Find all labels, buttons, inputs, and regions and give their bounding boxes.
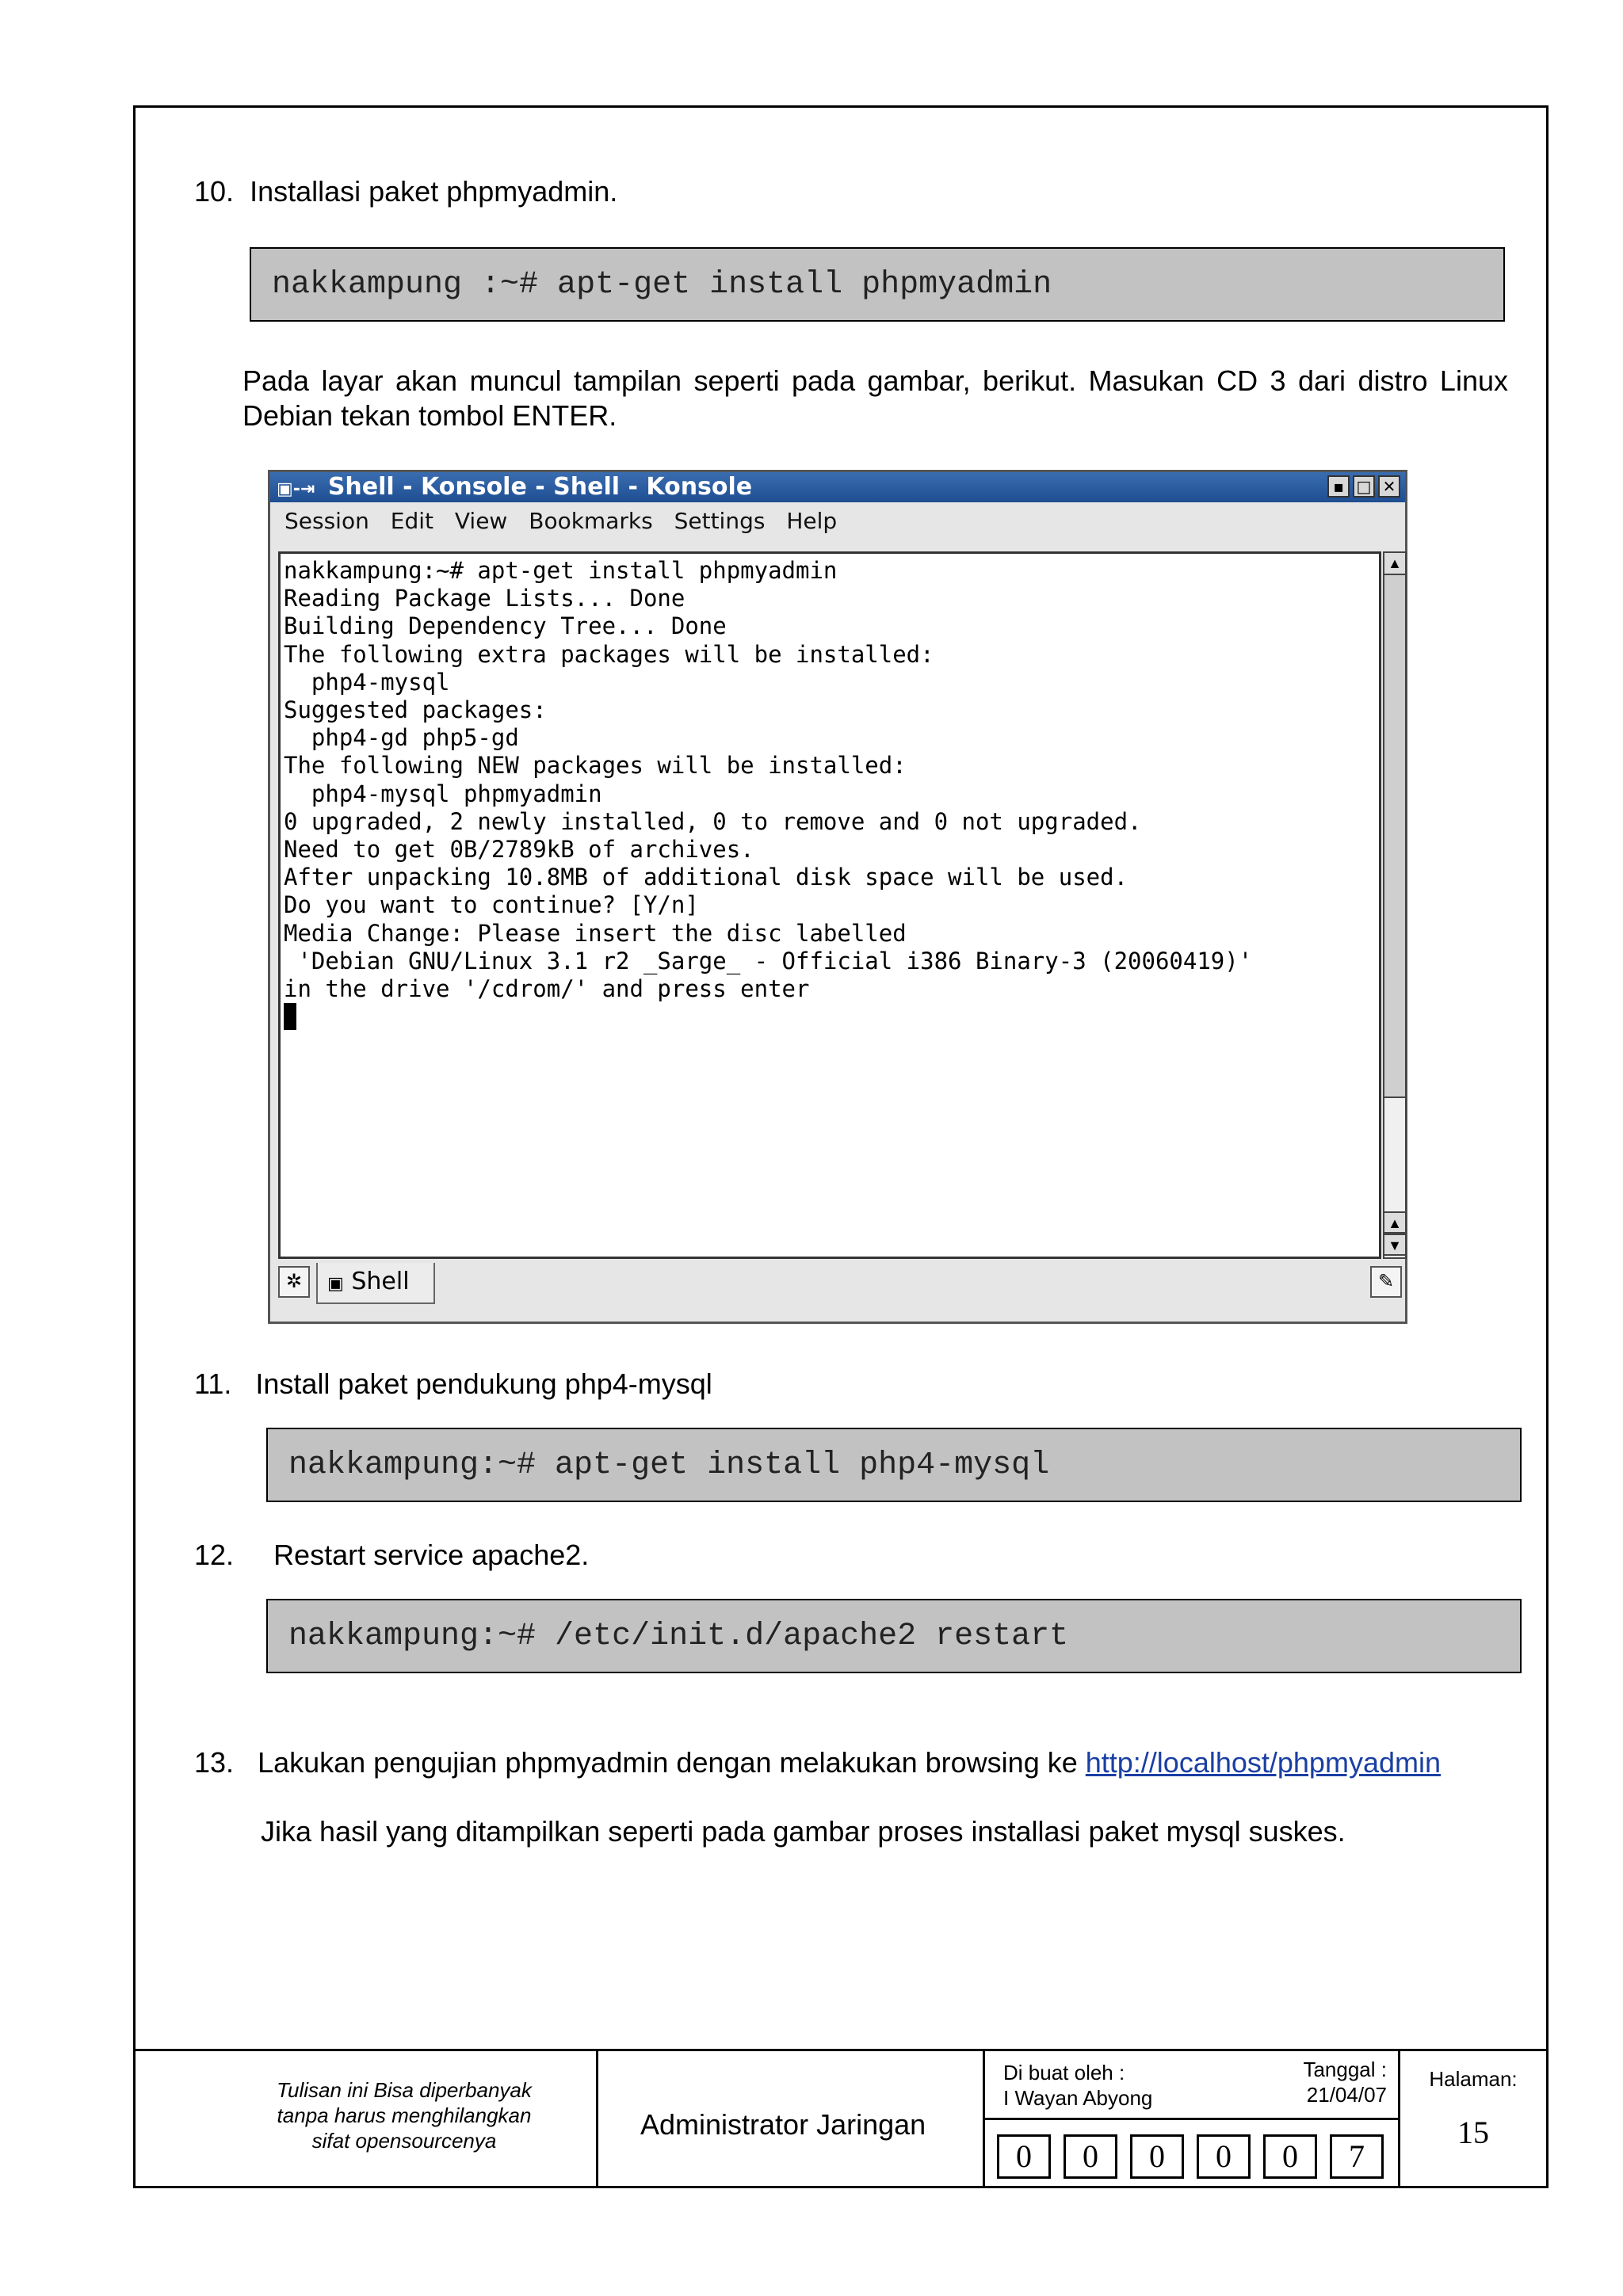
close-session-icon[interactable]: ✎ <box>1370 1266 1402 1298</box>
command-box-php4-mysql: nakkampung:~# apt-get install php4-mysql <box>266 1428 1522 1502</box>
author-name: I Wayan Abyong <box>1003 2086 1153 2110</box>
paragraph-cd3: Pada layar akan muncul tampilan seperti pada gambar, berikut. Masukan CD 3 dari distro Linux Debian tekan tombol ENTER. <box>242 364 1508 432</box>
scroll-up-icon[interactable]: ▲ <box>1384 553 1405 575</box>
window-menu-icon[interactable]: ▣-⇥ <box>277 479 315 499</box>
doc-number-digit: 0 <box>1064 2134 1117 2179</box>
doc-number-digit: 0 <box>1130 2134 1184 2179</box>
menu-settings[interactable]: Settings <box>674 508 766 534</box>
date-value: 21/04/07 <box>1306 2083 1387 2107</box>
doc-number-digit: 0 <box>997 2134 1051 2179</box>
terminal-scrollbar[interactable] <box>1383 551 1407 1259</box>
made-by-label: Di buat oleh : <box>1003 2061 1125 2084</box>
terminal-icon: ▣ <box>327 1274 344 1294</box>
konsole-menubar <box>270 502 1405 540</box>
footer-title: Administrator Jaringan <box>640 2108 926 2141</box>
step-12-heading: 12. Restart service apache2. <box>194 1539 590 1571</box>
scrollbar-thumb[interactable] <box>1384 575 1405 1098</box>
menu-bookmarks[interactable]: Bookmarks <box>529 508 653 534</box>
step-11-heading: 11. Install paket pendukung php4-mysql <box>194 1367 712 1400</box>
menu-edit[interactable]: Edit <box>390 508 433 534</box>
step-10-heading: 10. Installasi paket phpmyadmin. <box>194 175 618 208</box>
konsole-tabbar <box>270 1261 1405 1322</box>
maximize-icon[interactable]: □ <box>1353 475 1375 498</box>
phpmyadmin-link[interactable]: http://localhost/phpmyadmin <box>1085 1746 1441 1779</box>
menu-view[interactable]: View <box>454 508 508 534</box>
menu-session[interactable]: Session <box>285 508 369 534</box>
scroll-down-icon[interactable]: ▼ <box>1384 1234 1405 1256</box>
footer-note: Tulisan ini Bisa diperbanyak tanpa harus menghilangkan sifat opensourcenya <box>277 2078 532 2153</box>
text-cursor <box>284 1003 296 1030</box>
konsole-titlebar <box>270 472 1405 502</box>
doc-number-digit: 0 <box>1263 2134 1317 2179</box>
tab-shell[interactable]: ▣ Shell <box>316 1263 435 1304</box>
konsole-window <box>268 470 1407 1324</box>
terminal-output[interactable] <box>278 551 1381 1259</box>
close-icon[interactable]: ✕ <box>1378 475 1400 498</box>
doc-number-digit: 0 <box>1197 2134 1251 2179</box>
minimize-icon[interactable]: ▪ <box>1327 475 1350 498</box>
page-number: 15 <box>1457 2115 1489 2150</box>
footer-inner-rule <box>985 2118 1398 2120</box>
command-box-phpmyadmin: nakkampung :~# apt-get install phpmyadmin <box>250 247 1505 322</box>
paragraph-result: Jika hasil yang ditampilkan seperti pada gambar proses installasi paket mysql suskes. <box>261 1815 1346 1848</box>
window-title: Shell - Konsole - Shell - Konsole <box>327 473 753 501</box>
footer-divider <box>596 2049 598 2188</box>
terminal-lines: nakkampung:~# apt-get install phpmyadmin Reading Package Lists... Done Building Dependency Tree... Done The following extra packages will be installed: php4-mysql Suggested packages: php4-gd php5-gd The following NEW packages will be installed: php4-mysql phpmyadmin 0 upgraded, 2 newly installed, 0 to remove and 0 not upgraded. Need to get 0B/2789kB of archives. After unpacking 10.8MB of additional disk space will be used. Do you want to continue? [Y/n] Media Change: Please insert the disc labelled 'Debian GNU/Linux 3.1 r2 _Sarge_ - Official i386 Binary-3 (20060419)' in the drive '/cdrom/' and press enter <box>284 557 1252 1031</box>
menu-help[interactable]: Help <box>786 508 838 534</box>
new-session-icon[interactable]: ✲ <box>278 1266 310 1298</box>
command-box-apache2: nakkampung:~# /etc/init.d/apache2 restart <box>266 1599 1522 1673</box>
date-label: Tanggal : <box>1303 2058 1387 2081</box>
step-13-heading: 13. Lakukan pengujian phpmyadmin dengan melakukan browsing ke http://localhost/phpmyadmin <box>194 1746 1441 1779</box>
scroll-up-small-icon[interactable]: ▲ <box>1384 1211 1405 1234</box>
doc-number-digit: 7 <box>1330 2134 1384 2179</box>
page-label: Halaman: <box>1429 2067 1518 2091</box>
